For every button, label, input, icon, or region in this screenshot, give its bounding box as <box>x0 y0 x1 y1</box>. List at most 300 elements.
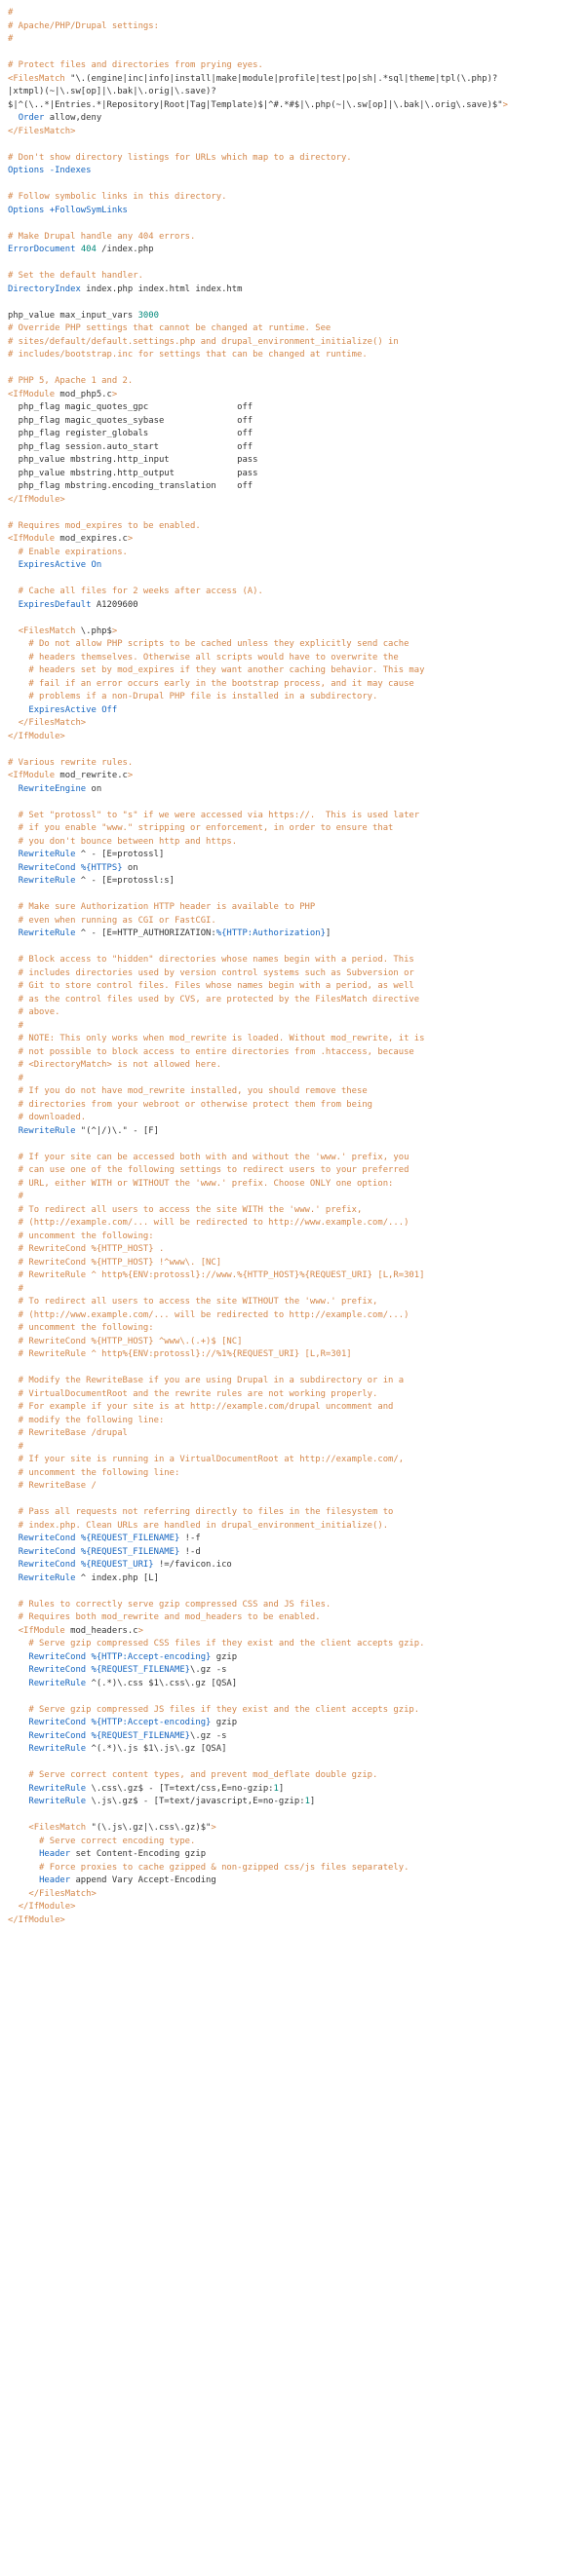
code-line <box>8 1901 577 1914</box>
code-token: # RewriteCond %{HTTP_HOST} !^www\. [NC] <box>8 1257 222 1268</box>
code-line <box>8 1651 577 1665</box>
code-line <box>8 507 577 520</box>
code-token: \.php$ <box>75 625 112 636</box>
code-token: # RewriteBase / <box>8 1481 97 1491</box>
code-token: </IfModule> <box>8 1914 65 1925</box>
code-token: index.php index.html index.htm <box>80 284 243 294</box>
code-line <box>8 533 577 547</box>
code-line <box>8 468 577 481</box>
code-token: > <box>127 771 134 780</box>
code-token: mod_expires.c <box>55 534 128 544</box>
code-token: # URL, either WITH or WITHOUT the 'www.' prefix. Choose ONLY one option: <box>8 1178 394 1189</box>
code-line <box>8 612 577 625</box>
code-line <box>8 1730 577 1744</box>
code-line <box>8 1822 577 1836</box>
code-line <box>8 494 577 508</box>
code-line <box>8 1112 577 1125</box>
code-token: > <box>111 389 118 399</box>
code-line <box>8 547 577 560</box>
code-token: # includes directories used by version control systems such as Subversion or <box>8 967 414 978</box>
code-line <box>8 1401 577 1415</box>
code-line <box>8 783 577 797</box>
code-line <box>8 1427 577 1441</box>
code-line <box>8 1875 577 1888</box>
code-token <box>8 1797 28 1806</box>
code-token <box>8 1849 39 1859</box>
code-token: php_flag register_globals off <box>8 429 254 438</box>
code-line <box>8 1231 577 1244</box>
code-line <box>8 112 577 126</box>
code-token <box>8 863 19 873</box>
code-line <box>8 599 577 613</box>
code-token: DirectoryIndex <box>8 284 81 294</box>
code-token: # Git to store control files. Files whose names begin with a period, as well <box>8 981 414 991</box>
code-token: # RewriteCond %{HTTP_HOST} . <box>8 1244 165 1254</box>
code-line <box>8 270 577 284</box>
code-token: RewriteRule <box>18 1125 76 1136</box>
code-line <box>8 822 577 836</box>
code-token: !-d <box>179 1546 201 1557</box>
code-token: append Vary Accept-Encoding <box>70 1875 216 1885</box>
code-line <box>8 1572 577 1586</box>
code-line <box>8 1243 577 1257</box>
code-line <box>8 1494 577 1507</box>
code-token: > <box>127 534 134 544</box>
code-token: RewriteCond <box>28 1665 87 1675</box>
code-token: # VirtualDocumentRoot and the rewrite rules are not working properly. <box>8 1388 378 1399</box>
code-line <box>8 1362 577 1376</box>
code-token: # Rules to correctly serve gzip compressed CSS and JS files. <box>8 1599 332 1610</box>
code-line <box>8 1888 577 1902</box>
code-token: > <box>502 99 508 110</box>
code-line <box>8 284 577 297</box>
code-line <box>8 1033 577 1046</box>
code-line <box>8 1152 577 1165</box>
code-token: </FilesMatch> <box>18 718 87 728</box>
code-token: # <DirectoryMatch> is not allowed here. <box>8 1060 222 1070</box>
code-line <box>8 1690 577 1704</box>
code-line <box>8 664 577 678</box>
code-line <box>8 244 577 257</box>
code-token: ExpiresActive <box>28 704 97 715</box>
code-token: !-f <box>179 1534 201 1543</box>
code-token: </FilesMatch> <box>8 126 76 136</box>
code-line <box>8 1217 577 1231</box>
code-token: # Set "protossl" to "s" if we were accessed via https://. This is used later <box>8 810 420 820</box>
code-token: ^ - [E=protossl] <box>75 850 165 859</box>
code-token: # Requires mod_expires to be enabled. <box>8 520 201 531</box>
code-line <box>8 1269 577 1283</box>
code-line <box>8 901 577 915</box>
code-token: # Make sure Authorization HTTP header is available to PHP <box>8 902 316 912</box>
code-token <box>8 718 19 728</box>
code-token: # uncomment the following line: <box>8 1467 180 1478</box>
code-line <box>8 1796 577 1809</box>
code-token: # <box>8 1073 24 1083</box>
code-token <box>8 705 28 715</box>
code-token: <IfModule <box>8 389 56 399</box>
code-token: !=/favicon.ico <box>153 1560 232 1570</box>
code-token: # not possible to block access to entire directories from .htaccess, because <box>8 1046 414 1057</box>
code-line <box>8 389 577 402</box>
code-token: > <box>211 1823 216 1833</box>
code-token: "(^|/)\." - [F] <box>75 1125 159 1136</box>
code-token: # Serve gzip compressed JS files if they exist and the client accepts gzip. <box>8 1704 420 1715</box>
code-token: Options <box>8 166 45 175</box>
code-token <box>8 1626 19 1636</box>
code-token <box>8 850 19 859</box>
code-line <box>8 362 577 376</box>
code-token <box>8 1679 28 1688</box>
code-token: # RewriteBase /drupal <box>8 1428 128 1438</box>
code-line <box>8 1336 577 1349</box>
code-token <box>8 928 19 938</box>
code-line <box>8 126 577 139</box>
code-token: RewriteRule <box>28 1783 87 1794</box>
code-token: # Serve gzip compressed CSS files if they exist and the client accepts gzip. <box>8 1639 425 1648</box>
code-token: ^ - [E=protossl:s] <box>75 876 175 886</box>
code-token: # <box>8 1441 24 1452</box>
code-token: # PHP 5, Apache 1 and 2. <box>8 376 134 386</box>
code-token <box>8 1784 28 1794</box>
code-line <box>8 757 577 771</box>
code-token: # For example if your site is at http://example.com/drupal uncomment and <box>8 1402 394 1412</box>
code-line <box>8 1020 577 1034</box>
code-line <box>8 770 577 783</box>
code-token: <FilesMatch <box>8 73 71 84</box>
code-line <box>8 1678 577 1691</box>
code-token: # Set the default handler. <box>8 271 143 281</box>
code-token <box>8 1744 28 1754</box>
code-token: php_flag magic_quotes_sybase off <box>8 415 254 426</box>
code-token: RewriteCond <box>28 1651 87 1662</box>
code-token: # RewriteCond %{HTTP_HOST} ^www\.(.+)$ [NC] <box>8 1336 243 1346</box>
code-line <box>8 889 577 902</box>
code-line <box>8 1375 577 1388</box>
code-line <box>8 1454 577 1467</box>
code-token: on <box>86 783 102 794</box>
code-token: ^(.*)\.js $1\.js\.gz [QSA] <box>86 1744 227 1754</box>
code-line <box>8 1506 577 1520</box>
code-line <box>8 1862 577 1875</box>
code-token: %{HTTP:Authorization} <box>215 928 326 938</box>
code-token: A1209600 <box>91 599 138 610</box>
code-token <box>8 1902 19 1912</box>
code-token <box>8 560 19 570</box>
code-token: \.js\.gz$ - [T=text/javascript,E=no-gzip: <box>86 1797 305 1806</box>
code-token: # Pass all requests not referring directly to files in the filesystem to <box>8 1507 394 1517</box>
code-line <box>8 915 577 928</box>
code-token: php_value mbstring.http_input pass <box>8 455 258 465</box>
code-token: +FollowSymLinks <box>49 205 128 215</box>
code-token <box>8 784 19 794</box>
code-token: %{REQUEST_FILENAME} <box>91 1665 191 1675</box>
code-line <box>8 875 577 889</box>
code-token: RewriteRule <box>18 876 76 886</box>
code-line <box>8 1073 577 1086</box>
code-token: <IfModule <box>18 1625 65 1636</box>
code-token: RewriteCond <box>18 1546 76 1557</box>
code-line <box>8 691 577 704</box>
code-line <box>8 625 577 639</box>
code-line <box>8 428 577 441</box>
code-line <box>8 1467 577 1481</box>
code-line <box>8 1257 577 1270</box>
code-line <box>8 1783 577 1797</box>
code-token <box>8 1875 39 1885</box>
code-line <box>8 1283 577 1297</box>
code-token: set Content-Encoding gzip <box>70 1849 207 1859</box>
code-line <box>8 1309 577 1323</box>
code-token <box>8 1534 19 1543</box>
code-token: mod_php5.c <box>55 389 112 399</box>
code-line <box>8 967 577 981</box>
code-line <box>8 165 577 178</box>
code-token: on <box>122 862 138 873</box>
code-line <box>8 310 577 323</box>
code-token: 1 <box>304 1797 310 1806</box>
code-token: php_flag magic_quotes_gpc off <box>8 402 254 412</box>
code-line <box>8 1611 577 1625</box>
code-token: <FilesMatch <box>18 625 76 636</box>
code-token: # you don't bounce between http and https. <box>8 836 238 847</box>
code-token: <IfModule <box>8 534 56 544</box>
code-token: # Force proxies to cache gzipped & non-gzipped css/js files separately. <box>8 1862 410 1873</box>
code-token: RewriteCond <box>18 1560 76 1570</box>
code-line <box>8 1125 577 1139</box>
code-token: %{REQUEST_FILENAME} <box>80 1534 180 1543</box>
code-line <box>8 217 577 231</box>
code-line <box>8 980 577 994</box>
code-token: 3000 <box>137 310 159 321</box>
code-token: RewriteCond <box>18 1534 76 1543</box>
code-token: # Follow symbolic links in this directory. <box>8 192 227 202</box>
code-line <box>8 33 577 47</box>
code-token: ] <box>309 1797 316 1806</box>
code-line <box>8 152 577 166</box>
code-line <box>8 480 577 494</box>
code-token: # Make Drupal handle any 404 errors. <box>8 231 196 242</box>
code-line <box>8 1533 577 1546</box>
code-line <box>8 586 577 599</box>
code-line <box>8 1743 577 1757</box>
code-token: RewriteRule <box>18 928 76 938</box>
code-token <box>8 1718 28 1727</box>
code-token: </FilesMatch> <box>28 1888 97 1899</box>
code-line <box>8 99 577 113</box>
code-line <box>8 1296 577 1309</box>
code-token: 404 <box>80 245 97 254</box>
code-token: RewriteRule <box>28 1744 87 1754</box>
code-token <box>8 113 19 123</box>
code-token: # Serve correct content types, and prevent mod_deflate double gzip. <box>8 1770 378 1780</box>
code-line <box>8 704 577 718</box>
code-line <box>8 1546 577 1560</box>
code-token: php_flag mbstring.encoding_translation off <box>8 481 254 491</box>
code-token: ^ - [E=HTTP_AUTHORIZATION: <box>75 928 216 938</box>
code-token: # Serve correct encoding type. <box>8 1836 196 1846</box>
code-token: # fail if an error occurs early in the bootstrap process, and it may cause <box>8 678 414 689</box>
code-line <box>8 1059 577 1073</box>
code-token: Options <box>8 205 45 215</box>
code-token: %{HTTP:Accept-encoding} <box>91 1718 212 1727</box>
code-token: </IfModule> <box>8 731 65 741</box>
code-token: $|^(\..*|Entries.*|Repository|Root|Tag|Template)$|^#.*#$|\.php(~|\.sw[op]|\.bak|\.orig\.save)$" <box>8 99 503 110</box>
code-token: "(\.js\.gz|\.css\.gz)$" <box>86 1823 212 1833</box>
code-token: Off <box>101 704 118 715</box>
code-token: # Enable expirations. <box>8 547 128 557</box>
code-token: /index.php <box>96 245 154 254</box>
code-token: # RewriteRule ^ http%{ENV:protossl}://%1%{REQUEST_URI} [L,R=301] <box>8 1349 352 1359</box>
code-token: # even when running as CGI or FastCGI. <box>8 915 216 926</box>
code-line <box>8 322 577 336</box>
code-token: %{REQUEST_FILENAME} <box>80 1546 180 1557</box>
code-token: ] <box>325 928 332 938</box>
code-line <box>8 401 577 415</box>
code-token: RewriteRule <box>18 1572 76 1583</box>
code-token: Order <box>18 113 45 123</box>
code-token: # <box>8 1020 24 1031</box>
code-line <box>8 1085 577 1099</box>
code-token: "\.(engine|inc|info|install|make|module|profile|test|po|sh|.*sql|theme|tpl(\.php)? <box>70 73 498 84</box>
code-line <box>8 1625 577 1639</box>
code-line <box>8 47 577 60</box>
code-token: # directories from your webroot or otherwise protect them from being <box>8 1099 373 1110</box>
code-token: # (http://www.example.com/... will be redirected to http://example.com/...) <box>8 1309 410 1320</box>
code-line <box>8 573 577 587</box>
code-line <box>8 638 577 652</box>
code-token <box>8 1665 28 1675</box>
code-line <box>8 1138 577 1152</box>
code-token: ] <box>278 1783 285 1794</box>
code-token: |xtmpl)(~|\.sw[op]|\.bak|\.orig|\.save)? <box>8 87 216 96</box>
code-line <box>8 1836 577 1849</box>
code-token <box>8 1731 28 1741</box>
code-token: # modify the following line: <box>8 1415 165 1425</box>
code-token: # <box>8 1192 24 1201</box>
code-token: <FilesMatch <box>28 1823 87 1833</box>
code-line <box>8 1204 577 1218</box>
code-token <box>8 876 19 886</box>
code-line <box>8 678 577 692</box>
code-token: -Indexes <box>49 166 92 175</box>
code-line <box>8 336 577 350</box>
code-token: # Block access to "hidden" directories whose names begin with a period. This <box>8 955 414 965</box>
code-line <box>8 1178 577 1192</box>
code-token: # downloaded. <box>8 1113 87 1122</box>
code-line <box>8 731 577 744</box>
code-line <box>8 257 577 271</box>
code-line <box>8 415 577 429</box>
code-line <box>8 191 577 205</box>
code-line <box>8 59 577 73</box>
code-token: # To redirect all users to access the site WITH the 'www.' prefix, <box>8 1204 363 1215</box>
code-line <box>8 941 577 955</box>
code-line <box>8 1388 577 1402</box>
code-token: %{REQUEST_URI} <box>80 1560 154 1570</box>
code-line <box>8 1585 577 1599</box>
code-line <box>8 296 577 310</box>
code-line <box>8 1046 577 1060</box>
code-token: gzip <box>211 1651 238 1662</box>
code-line <box>8 849 577 862</box>
code-token: # Don't show directory listings for URLs which map to a directory. <box>8 152 352 163</box>
code-line <box>8 836 577 850</box>
code-line <box>8 559 577 573</box>
code-token: > <box>137 1625 143 1636</box>
code-token: </IfModule> <box>18 1902 76 1912</box>
code-token: On <box>91 560 102 570</box>
code-token: # problems if a non-Drupal PHP file is installed in a subdirectory. <box>8 692 378 701</box>
code-token: # as the control files used by CVS, are protected by the FilesMatch directive <box>8 994 420 1004</box>
code-line <box>8 954 577 967</box>
code-token: # Do not allow PHP scripts to be cached unless they explicitly send cache <box>8 639 410 649</box>
code-line <box>8 717 577 731</box>
code-line <box>8 73 577 87</box>
code-line <box>8 1809 577 1823</box>
code-line <box>8 86 577 99</box>
code-token: # index.php. Clean URLs are handled in drupal_environment_initialize(). <box>8 1520 389 1531</box>
code-line <box>8 862 577 876</box>
code-token <box>8 1889 28 1899</box>
code-token: RewriteRule <box>28 1797 87 1806</box>
code-line <box>8 1480 577 1494</box>
code-token: # if you enable "www." stripping or enforcement, in order to ensure that <box>8 823 394 833</box>
code-token: # Apache/PHP/Drupal settings: <box>8 20 159 31</box>
code-line <box>8 138 577 152</box>
code-line <box>8 1441 577 1455</box>
code-token <box>8 1823 28 1833</box>
code-token: # Cache all files for 2 weeks after access (A). <box>8 587 263 596</box>
code-token: # Modify the RewriteBase if you are using Drupal in a subdirectory or in a <box>8 1376 405 1385</box>
code-token: # Requires both mod_rewrite and mod_headers to be enabled. <box>8 1612 321 1622</box>
code-token: # <box>8 1283 24 1294</box>
code-token: gzip <box>211 1718 238 1727</box>
code-token: \.gz -s <box>190 1665 227 1675</box>
code-token: mod_headers.c <box>64 1625 138 1636</box>
code-token: ExpiresDefault <box>18 599 92 610</box>
code-line <box>8 178 577 192</box>
code-token <box>8 626 19 636</box>
code-line <box>8 810 577 823</box>
code-line <box>8 441 577 455</box>
code-line <box>8 928 577 941</box>
code-token: ErrorDocument <box>8 245 76 254</box>
code-line <box>8 1006 577 1020</box>
code-token: mod_rewrite.c <box>55 771 128 780</box>
code-line <box>8 454 577 468</box>
code-line <box>8 1848 577 1862</box>
code-token: # headers themselves. Otherwise all scripts would have to overwrite the <box>8 652 399 663</box>
code-token: # NOTE: This only works when mod_rewrite is loaded. Without mod_rewrite, it is <box>8 1034 425 1043</box>
code-line <box>8 1191 577 1204</box>
code-token <box>8 1560 19 1570</box>
code-token: > <box>111 625 118 636</box>
code-token: # RewriteRule ^ http%{ENV:protossl}://www.%{HTTP_HOST}%{REQUEST_URI} [L,R=301] <box>8 1270 425 1280</box>
code-token: # can use one of the following settings to redirect users to your preferred <box>8 1165 410 1175</box>
code-token: </IfModule> <box>8 494 65 505</box>
code-token: # To redirect all users to access the site WITHOUT the 'www.' prefix, <box>8 1297 378 1307</box>
code-token: RewriteCond <box>28 1730 87 1741</box>
code-line <box>8 231 577 245</box>
code-line <box>8 520 577 534</box>
code-line <box>8 652 577 665</box>
code-token: # If you do not have mod_rewrite installed, you should remove these <box>8 1086 368 1096</box>
code-line <box>8 1664 577 1678</box>
code-token: %{HTTP:Accept-encoding} <box>91 1651 212 1662</box>
code-line <box>8 1099 577 1113</box>
code-token: \.gz -s <box>190 1730 227 1741</box>
